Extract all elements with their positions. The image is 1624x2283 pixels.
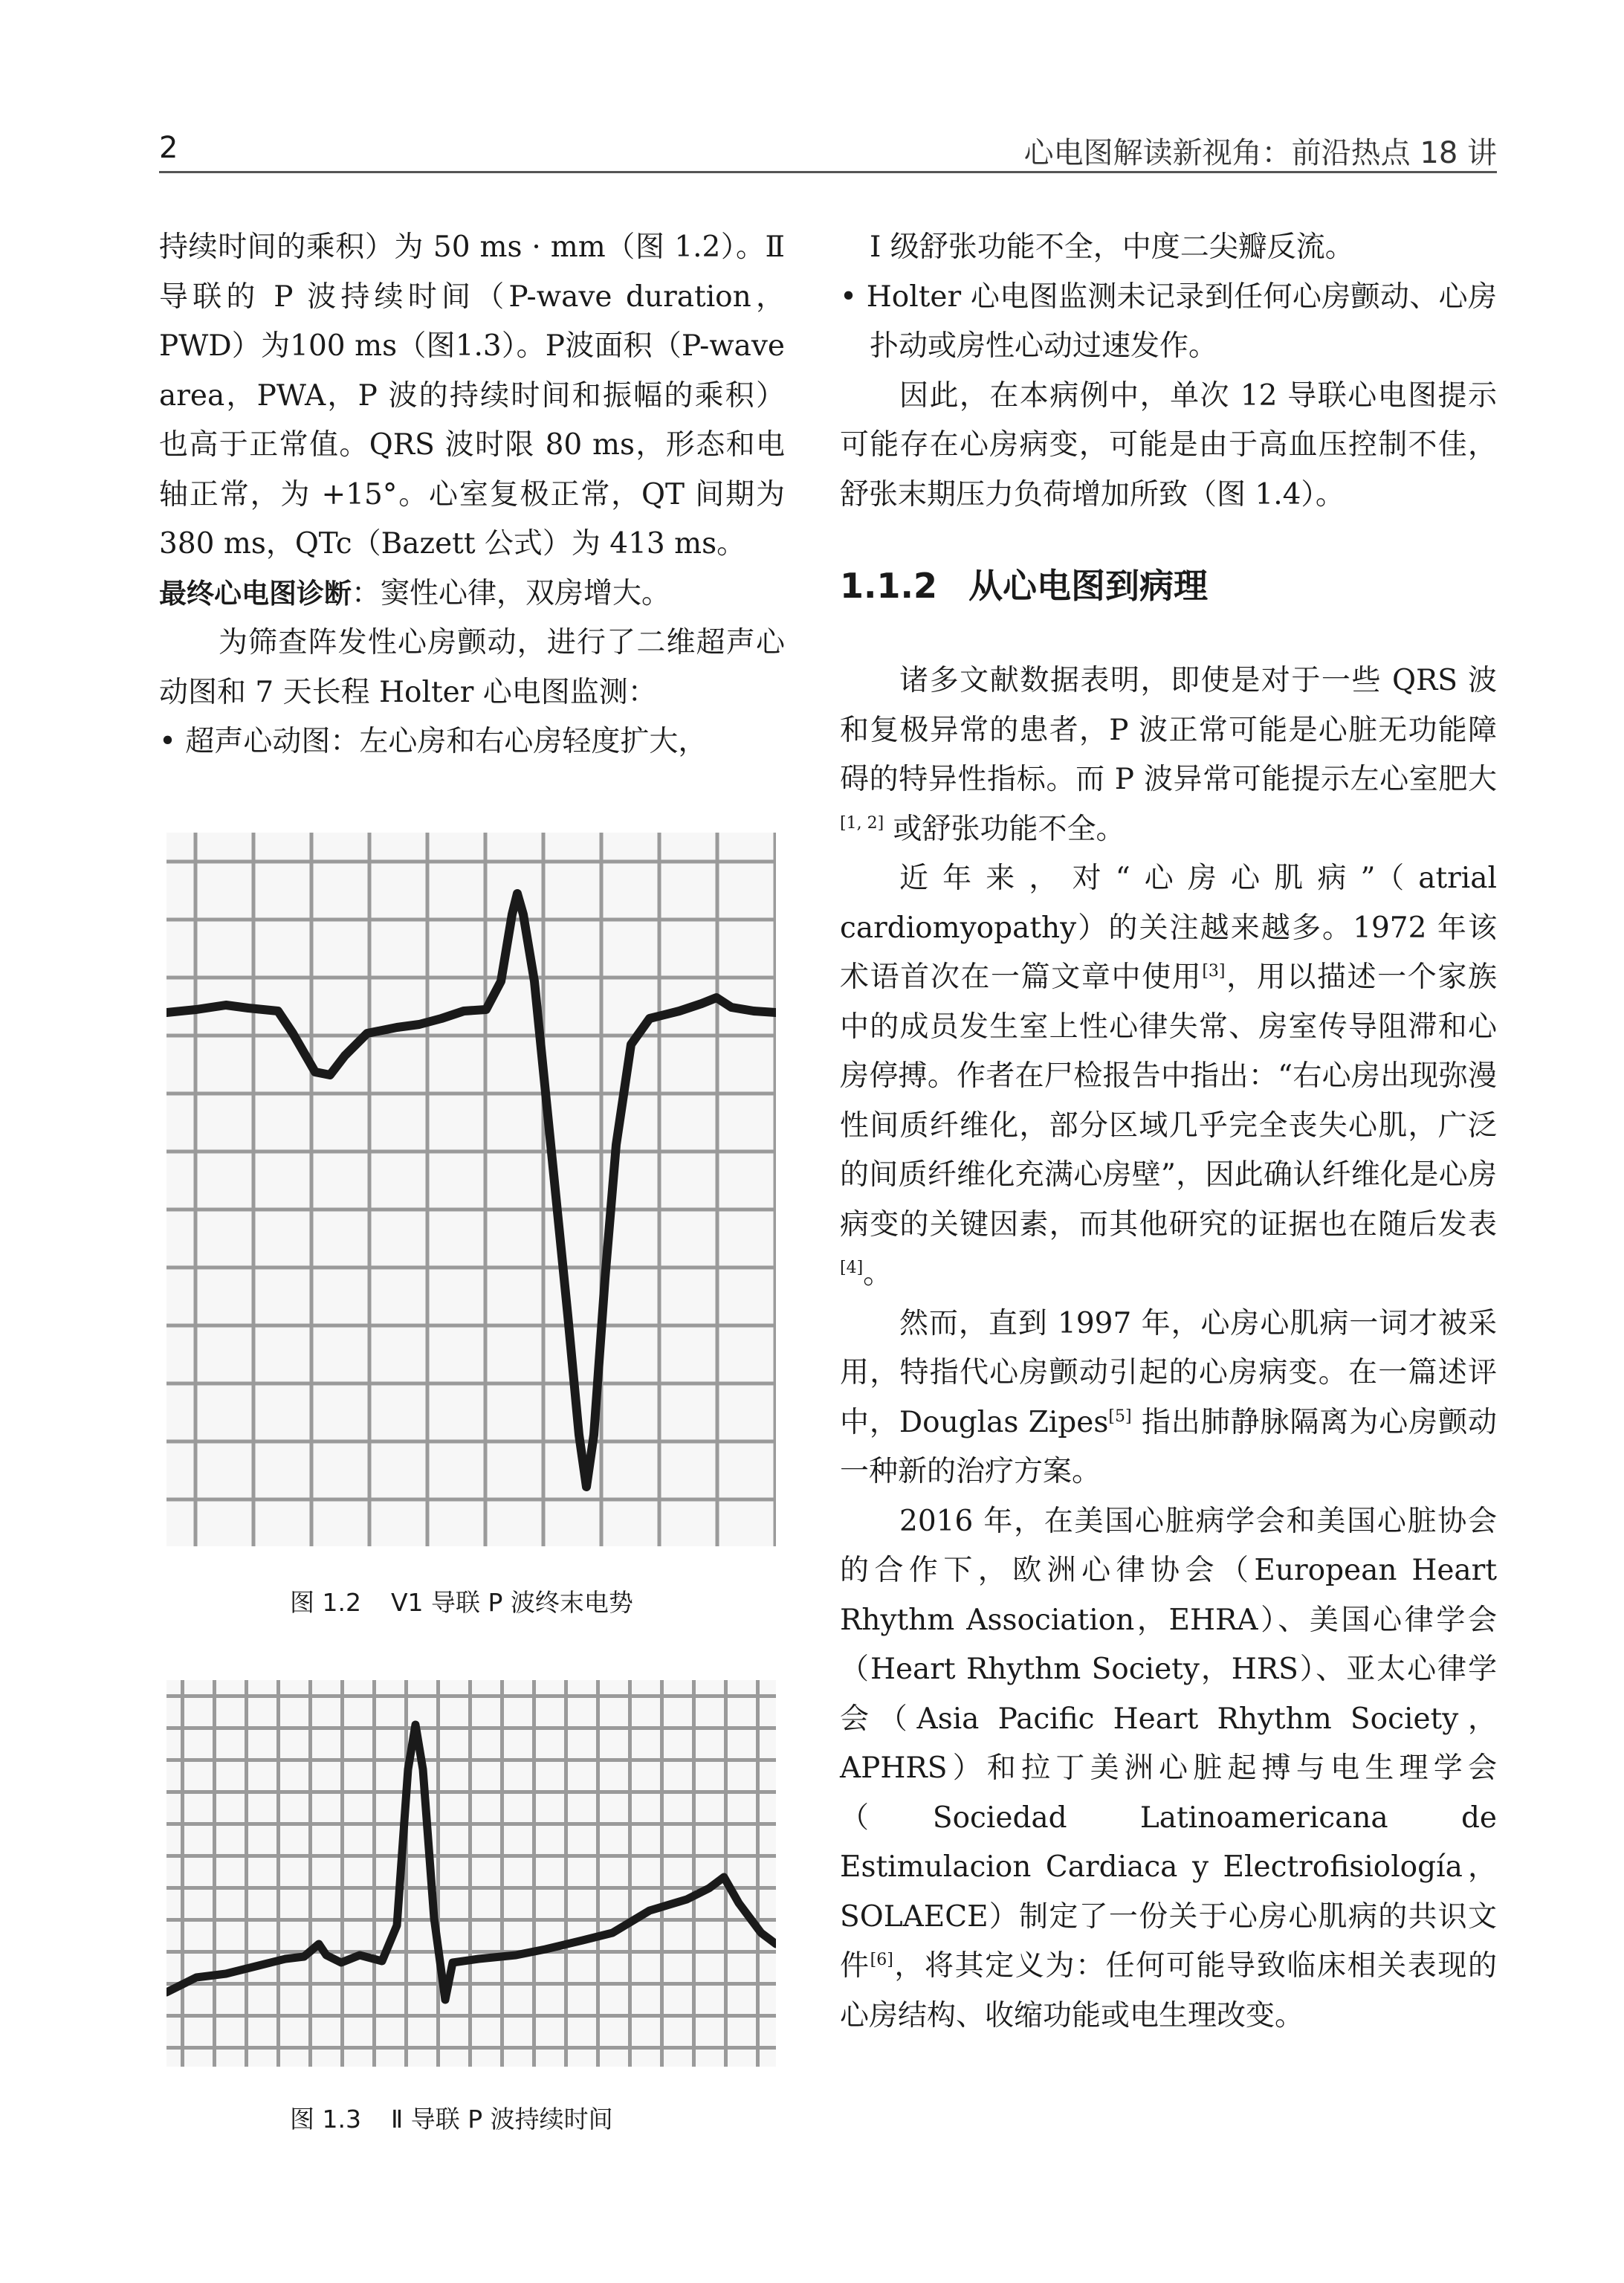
diagnosis-label: 最终心电图诊断 (159, 577, 352, 610)
right-column (840, 223, 1497, 2041)
p7-text-a: 2016 年，在美国心脏病学会和美国心脏协会的合作下，欧洲心律协会（European Heart Rhythm Association，EHRA）、美国心律学会（Heart Rhythm Society，HRS）、亚太心律学会（Asia Pacific Heart Rhythm Society，APHRS）和拉丁美洲心脏起搏与电生理学会（Sociedad Latinoamericana de Estimulacion Cardiaca y Electrofisiología，SOLAECE）制定了一份关于心房心肌病的共识文件 (840, 1504, 1497, 1983)
ecg-ii-image (166, 1680, 776, 2067)
caption-figure-1-3 (290, 2100, 613, 2135)
paragraph-screening: 为筛查阵发性心房颤动，进行了二维超声心动图和 7 天长程 Holter 心电图监测： (159, 626, 785, 709)
page-number: 2 (159, 131, 178, 165)
paragraph-diagnosis (159, 569, 785, 619)
diagnosis-text: ：窦性心律，双房增大。 (352, 576, 671, 610)
p6-text-b: 指出肺静脉隔离为心房颤动一种新的治疗方案。 (840, 1405, 1497, 1488)
header-rule (159, 171, 1497, 173)
bullet-holter: • Holter 心电图监测未记录到任何心房颤动、心房扑动或房性心动过速发作。 (840, 280, 1497, 363)
section-heading (840, 520, 1497, 656)
section-title: 从心电图到病理 (968, 566, 1208, 606)
p4-text-b: 或舒张功能不全。 (884, 812, 1125, 846)
p5-text-b: ，用以描述一个家族中的成员发生室上性心律失常、房室传导阻滞和心房停搏。作者在尸检报告中指出：“右心房出现弥漫性间质纤维化，部分区域几乎完全丧失心肌，广泛的间质纤维化充满心房壁”，因此确认纤维化是心房病变的关键因素，而其他研究的证据也在随后发表 (840, 960, 1497, 1241)
figure-1-3 (166, 1680, 776, 2067)
running-title: 心电图解读新视角：前沿热点 18 讲 (1023, 136, 1497, 170)
p5-text-a: 近年来，对“心房心肌病”（atrial cardiomyopathy）的关注越来越多。1972 年该术语首次在一篇文章中使用 (840, 862, 1497, 994)
figure-1-2 (166, 833, 776, 1546)
caption-label-1-3: 图 1.3 (290, 2105, 361, 2134)
citation-3: [3] (1202, 962, 1226, 981)
page-header (159, 125, 1497, 177)
caption-figure-1-2 (290, 1583, 633, 1618)
caption-text-1-3: Ⅱ 导联 P 波持续时间 (390, 2105, 613, 2134)
citation-4: [4] (840, 1259, 864, 1277)
p5-text-c: 。 (863, 1257, 893, 1291)
paragraph-ecg-values: 持续时间的乘积）为 50 ms · mm（图 1.2）。Ⅱ 导联的 P 波持续时间（P-wave duration，PWD）为100 ms（图1.3）。P波面积（P-wave area，PWA，P 波的持续时间和振幅的乘积）也高于正常值。QRS 波时限 80 ms，形态和电轴正常，为 +15°。心室复极正常，QT 间期为 380 ms，QTc（Bazett 公式）为 413 ms。 (159, 230, 785, 561)
bullet-echo: • 超声心动图：左心房和右心房轻度扩大， (159, 725, 708, 758)
citation-6: [6] (870, 1951, 893, 1969)
caption-text-1-2: V1 导联 P 波终末电势 (390, 1588, 633, 1617)
p6-text-a: 然而，直到 1997 年，心房心肌病一词才被采用，特指代心房颤动引起的心房病变。在一篇述评中，Douglas Zipes (840, 1306, 1497, 1439)
paragraph-1997 (840, 1299, 1497, 1497)
citation-1-2: [1, 2] (840, 813, 884, 833)
paragraph-literature (840, 656, 1497, 854)
ecg-v1-image (166, 833, 776, 1546)
paragraph-conclusion: 因此，在本病例中，单次 12 导联心电图提示可能存在心房病变，可能是由于高血压控制不佳，舒张末期压力负荷增加所致（图 1.4）。 (840, 378, 1497, 511)
left-column (159, 223, 785, 767)
p4-text-a: 诸多文献数据表明，即使是对于一些 QRS 波和复极异常的患者，P 波正常可能是心脏无功能障碍的特异性指标。而 P 波异常可能提示左心室肥大 (840, 664, 1497, 796)
caption-label-1-2: 图 1.2 (290, 1588, 361, 1617)
p7-text-b: ，将其定义为：任何可能导致临床相关表现的心房结构、收缩功能或电生理改变。 (840, 1949, 1497, 2032)
section-number: 1.1.2 (840, 566, 937, 606)
paragraph-2016-consensus (840, 1497, 1497, 2041)
paragraph-atrial-cardiomyopathy (840, 854, 1497, 1299)
citation-5: [5] (1108, 1407, 1132, 1426)
paragraph-echo-cont: Ⅰ 级舒张功能不全，中度二尖瓣反流。 (870, 230, 1354, 264)
